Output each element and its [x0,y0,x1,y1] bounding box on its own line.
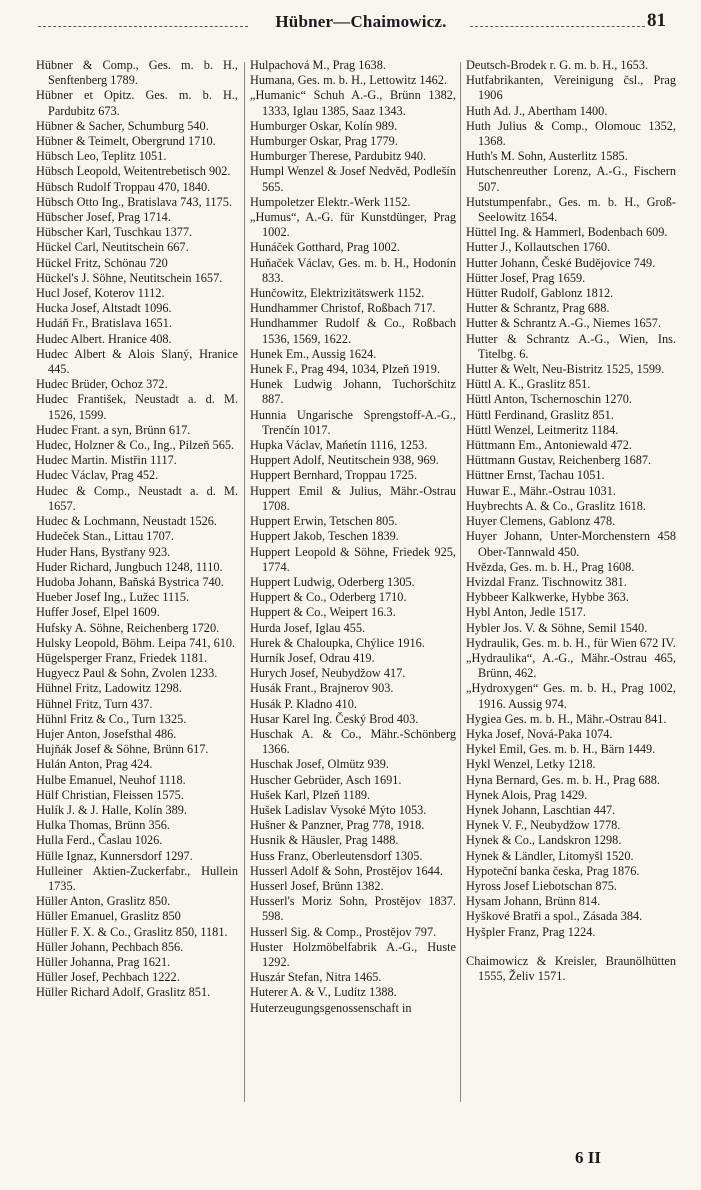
directory-entry: Husák Frant., Brajnerov 903. [250,681,394,696]
directory-entry: Huszár Stefan, Nitra 1465. [250,970,382,985]
directory-entry: Hvězda, Ges. m. b. H., Prag 1608. [466,559,635,574]
directory-entry: Hušek Ladislav Vysoké Mýto 1053. [250,802,427,817]
directory-entry: Hybbeer Kalkwerke, Hybbe 363. [466,590,629,605]
directory-entry: Hulka Thomas, Brünn 356. [36,818,171,833]
directory-entry: Hühnel Fritz, Turn 437. [36,696,153,711]
directory-entry: Hückel Carl, Neutitschein 667. [36,240,189,255]
directory-entry: Hvizdal Franz. Tischnowitz 381. [466,574,627,589]
directory-entry: Hušek Karl, Plzeň 1189. [250,787,371,802]
directory-entry: Hüller Josef, Pechbach 1222. [36,970,180,985]
directory-entry: Huterzeugungsgenossenschaft in [250,1000,412,1015]
directory-entry: Huwar E., Mähr.-Ostrau 1031. [466,483,616,498]
directory-entry: Hütter Rudolf, Gablonz 1812. [466,286,614,301]
directory-entry: Huppert Erwin, Tetschen 805. [250,514,398,529]
directory-entry: Hudec & Lochmann, Neustadt 1526. [36,514,217,529]
directory-entry: Hübner & Teimelt, Obergrund 1710. [36,134,216,149]
directory-entry: Hydraulik, Ges. m. b. H., für Wien 672 IV. [466,635,676,650]
directory-entry: Hucl Josef, Koterov 1112. [36,286,165,301]
directory-entry: Hutter & Welt, Neu-Bistritz 1525, 1599. [466,362,665,377]
directory-entry: Huyer Clemens, Gablonz 478. [466,514,616,529]
directory-entry: Hygiea Ges. m. b. H., Mähr.-Ostrau 841. [466,711,667,726]
directory-entry: Hulbe Emanuel, Neuhof 1118. [36,772,186,787]
directory-entry: Hynek Johann, Laschtian 447. [466,802,616,817]
directory-entry: Huppert & Co., Weipert 16.3. [250,605,396,620]
directory-entry: Husák P. Kladno 410. [250,696,357,711]
directory-entry: Hüttmann Em., Antoniewald 472. [466,438,632,453]
directory-entry: Husserl's Moriz Sohn, Prostějov 1837. 598. [250,894,456,924]
directory-column-1 [36,58,238,1138]
directory-entry: Hucka Josef, Altstadt 1096. [36,301,172,316]
directory-entry: Hulsky Leopold, Böhm. Leipa 741, 610. [36,635,236,650]
directory-entry: Huder Richard, Jungbuch 1248, 1110. [36,559,223,574]
directory-entry: Hüller Emanuel, Graslitz 850 [36,909,181,924]
directory-entry: Huňaček Václav, Ges. m. b. H., Hodonín 833. [250,255,456,285]
directory-column-3 [466,58,676,1138]
directory-entry: Hutter & Schrantz, Prag 688. [466,301,610,316]
directory-entry: Hübner et Opitz. Ges. m. b. H., Pardubitz 673. [36,88,238,118]
column-divider [460,62,461,1102]
directory-entry: Huppert Leopold & Söhne, Friedek 925, 1774. [250,544,456,574]
directory-entry: Hyross Josef Liebotschan 875. [466,878,617,893]
page-title: Hübner—Chaimowicz. [275,12,447,31]
directory-entry: Hutter Johann, České Budějovice 749. [466,255,656,270]
directory-entry: Hübner & Comp., Ges. m. b. H., Senftenberg 1789. [36,58,238,88]
directory-entry: Hüttner Ernst, Tachau 1051. [466,468,605,483]
directory-entry: Huybrechts A. & Co., Graslitz 1618. [466,498,646,513]
directory-entry: Hudec František, Neustadt a. d. M. 1526, 1599. [36,392,238,422]
directory-entry: Hunek F., Prag 494, 1034, Plzeň 1919. [250,362,440,377]
directory-entry: Husserl Sig. & Comp., Prostějov 797. [250,924,437,939]
directory-entry: Humpoletzer Elektr.-Werk 1152. [250,194,411,209]
directory-entry: Hülf Christian, Fleissen 1575. [36,787,184,802]
directory-entry: Huster Holzmöbelfabrik A.-G., Huste 1292. [250,939,456,969]
page-header [30,8,670,48]
directory-entry: Hunčowitz, Elektrizitätswerk 1152. [250,286,425,301]
directory-entry: Hudoba Johann, Baňská Bystrica 740. [36,574,224,589]
directory-entry: „Humus“, A.-G. für Kunstdünger, Prag 1002. [250,210,456,240]
directory-entry: Hüttmann Gustav, Reichenberg 1687. [466,453,652,468]
directory-entry: Hübscher Josef, Prag 1714. [36,210,171,225]
directory-entry: Hüttl A. K., Graslitz 851. [466,377,591,392]
directory-entry: Hutschenreuther Lorenz, A.-G., Fischern 507. [466,164,676,194]
directory-entry: Hudeček Stan., Littau 1707. [36,529,174,544]
directory-entry: Hundhammer Christof, Roßbach 717. [250,301,436,316]
directory-entry: Huppert Adolf, Neutitschein 938, 969. [250,453,439,468]
directory-entry: Hückel's J. Söhne, Neutitschein 1657. [36,270,223,285]
directory-entry: Hykl Wenzel, Letky 1218. [466,757,596,772]
directory-entry: Humburger Therese, Pardubitz 940. [250,149,427,164]
directory-entry: Hübscher Karl, Tuschkau 1377. [36,225,193,240]
directory-entry [466,940,676,954]
directory-entry: Huppert Emil & Julius, Mähr.-Ostrau 1708. [250,483,456,513]
directory-entry: Hübsch Otto Ing., Bratislava 743, 1175. [36,194,232,209]
directory-entry: Hutter & Schrantz A.-G., Wien, Ins. Titelbg. 6. [466,331,676,361]
directory-entry: Hulán Anton, Prag 424. [36,757,153,772]
directory-entry: Hudec, Holzner & Co., Ing., Pilzeň 565. [36,438,235,453]
directory-entry: Hudec & Comp., Neustadt a. d. M. 1657. [36,483,238,513]
directory-entry: Hyka Josef, Nová-Paka 1074. [466,726,613,741]
directory-entry: Hübsch Rudolf Troppau 470, 1840. [36,179,211,194]
directory-entry: Huschak A. & Co., Mähr.-Schönberg 1366. [250,726,456,757]
directory-entry: Hueber Josef Ing., Lužec 1115. [36,590,190,605]
header-rule-left [38,26,248,27]
directory-entry: Hübsch Leopold, Weitentrebetisch 902. [36,164,231,179]
directory-entry: Hykel Emil, Ges. m. b. H., Bärn 1449. [466,742,656,757]
directory-entry: Hynek & Co., Landskron 1298. [466,833,622,848]
directory-entry: Huffer Josef, Elpel 1609. [36,605,160,620]
directory-entry: Chaimowicz & Kreisler, Braunölhütten 1555, Želiv 1571. [466,953,676,983]
directory-entry: Husserl Adolf & Sohn, Prostějov 1644. [250,863,443,878]
directory-entry: Hupka Václav, Mańetín 1116, 1253. [250,438,428,453]
directory-entry: Humburger Oskar, Prag 1779. [250,134,398,149]
directory-column-2 [250,58,456,1138]
directory-entry: Hutstumpenfabr., Ges. m. b. H., Groß-Seelowitz 1654. [466,194,676,225]
directory-entry: Husserl Josef, Brünn 1382. [250,878,384,893]
directory-entry: Humburger Oskar, Kolín 989. [250,118,398,133]
directory-entry: Hufsky A. Söhne, Reichenberg 1720. [36,620,220,635]
directory-entry: Hurník Josef, Odrau 419. [250,650,375,665]
directory-entry: Hutter & Schrantz A.-G., Niemes 1657. [466,316,662,331]
directory-entry: Hübsch Leo, Teplitz 1051. [36,149,167,164]
directory-entry: Hüttl Anton, Tschernoschin 1270. [466,392,632,407]
directory-entry: Hyškové Bratři a spol., Zásada 384. [466,909,643,924]
directory-entry: Hütter Josef, Prag 1659. [466,270,586,285]
directory-entry: Hühnl Fritz & Co., Turn 1325. [36,711,187,726]
directory-entry: Huppert Bernhard, Troppau 1725. [250,468,418,483]
directory-entry: Hudec Albert & Alois Slaný, Hranice 445. [36,346,238,377]
directory-entry: Hulík J. & J. Halle, Kolín 389. [36,802,187,817]
directory-entry: „Humanic“ Schuh A.-G., Brünn 1382, 1333, Iglau 1385, Saaz 1343. [250,88,456,118]
directory-entry: Hutter J., Kollautschen 1760. [466,240,611,255]
directory-entry: Hülle Ignaz, Kunnersdorf 1297. [36,848,193,863]
printer-signature: 6 II [575,1148,601,1167]
directory-entry: Hypoteční banka česka, Prag 1876. [466,863,640,878]
directory-entry: Humana, Ges. m. b. H., Lettowitz 1462. [250,73,448,88]
directory-entry: Hynek & Ländler, Litomyšl 1520. [466,848,634,863]
directory-entry: Hulleiner Aktien-Zuckerfabr., Hullein 1735. [36,863,238,893]
directory-entry: Huscher Gebrüder, Asch 1691. [250,772,402,787]
directory-entry: Hudáň Fr., Bratislava 1651. [36,316,172,331]
directory-entry: Huth's M. Sohn, Austerlitz 1585. [466,149,628,164]
directory-entry: Huth Ad. J., Abertham 1400. [466,103,608,118]
directory-entry: Hysam Johann, Brünn 814. [466,894,601,909]
directory-entry: Hybl Anton, Jedle 1517. [466,605,586,620]
directory-entry: Hybler Jos. V. & Söhne, Semil 1540. [466,620,648,635]
directory-entry: Hudec Albert. Hranice 408. [36,331,172,346]
directory-entry: Hyšpler Franz, Prag 1224. [466,924,596,939]
directory-entry: Hušner & Panzner, Prag 778, 1918. [250,818,425,833]
directory-entry: Hurda Josef, Iglau 455. [250,620,366,635]
directory-entry: Hudec Brüder, Ochoz 372. [36,377,168,392]
directory-entry: Hyna Bernard, Ges. m. b. H., Prag 688. [466,772,660,787]
directory-entry: Hühnel Fritz, Ladowitz 1298. [36,681,182,696]
directory-entry: „Hydraulika“, A.-G., Mähr.-Ostrau 465, Brünn, 462. [466,650,676,681]
directory-entry: Hulla Ferd., Časlau 1026. [36,833,163,848]
directory-entry: Hurek & Chaloupka, Chýlice 1916. [250,635,425,650]
directory-entry: Huschak Josef, Olmütz 939. [250,757,390,772]
directory-entry: Deutsch-Brodek r. G. m. b. H., 1653. [466,58,649,72]
directory-entry: Hynek V. F., Neubydžow 1778. [466,818,621,833]
directory-entry: Huppert Jakob, Teschen 1839. [250,529,399,544]
directory-entry: Hunnia Ungarische Sprengstoff-A.-G., Trenčín 1017. [250,407,456,437]
directory-entry: Huder Hans, Bystřany 923. [36,544,171,559]
directory-entry: Hudec Martin. Mistřin 1117. [36,453,177,468]
directory-entry: Hunek Ludwig Johann, Tuchoršchitz 887. [250,377,456,407]
column-divider [244,62,245,1102]
directory-entry: Hutfabrikanten, Vereinigung čsl., Prag 1906 [466,73,676,103]
directory-entry: Hügelsperger Franz, Friedek 1181. [36,650,208,665]
directory-entry: „Hydroxygen“ Ges. m. b. H., Prag 1002, 1916. Aussig 974. [466,681,676,711]
directory-entry: Huppert & Co., Oderberg 1710. [250,590,407,605]
directory-entry: Hüller Anton, Graslitz 850. [36,894,171,909]
directory-entry: Husnik & Häusler, Prag 1488. [250,833,399,848]
directory-entry: Hüller F. X. & Co., Graslitz 850, 1181. [36,924,228,939]
directory-entry: Hüttel Ing. & Hammerl, Bodenbach 609. [466,225,668,240]
directory-entry: Huyer Johann, Unter-Morchenstern 458 Ober-Tannwald 450. [466,529,676,559]
directory-entry: Hunáček Gotthard, Prag 1002. [250,240,400,255]
directory-entry: Hudec Frant. a syn, Brünn 617. [36,422,191,437]
directory-entry: Hulpachová M., Prag 1638. [250,58,386,72]
directory-entry: Hurych Josef, Neubydžow 417. [250,666,406,681]
directory-entry: Hüttl Ferdinand, Graslitz 851. [466,407,614,422]
directory-entry: Hudec Václav, Prag 452. [36,468,159,483]
directory-entry: Hujňák Josef & Söhne, Brünn 617. [36,742,209,757]
header-rule-right [470,26,645,27]
directory-entry: Hübner & Sacher, Schumburg 540. [36,118,209,133]
directory-entry: Hundhammer Rudolf & Co., Roßbach 1536, 1569, 1622. [250,316,456,346]
directory-entry: Hugyecz Paul & Sohn, Zvolen 1233. [36,666,218,681]
page-number: 81 [647,10,666,31]
directory-entry: Hynek Alois, Prag 1429. [466,787,588,802]
directory-entry: Huterer A. & V., Ludítz 1388. [250,985,397,1000]
directory-entry: Huth Julius & Comp., Olomouc 1352, 1368. [466,118,676,149]
directory-entry: Hüller Johann, Pechbach 856. [36,939,184,954]
directory-entry: Huss Franz, Oberleutensdorf 1305. [250,848,423,863]
directory-entry: Hujer Anton, Josefsthal 486. [36,726,177,741]
directory-entry: Hückel Fritz, Schönau 720 [36,255,168,270]
directory-entry: Hunek Em., Aussig 1624. [250,346,377,361]
directory-entry: Hüller Richard Adolf, Graslitz 851. [36,985,211,1000]
directory-entry: Humpl Wenzel & Josef Nedvěd, Podlešín 565. [250,164,456,194]
directory-entry: Huppert Ludwig, Oderberg 1305. [250,574,415,589]
directory-entry: Hüller Johanna, Prag 1621. [36,954,171,969]
directory-entry: Hüttl Wenzel, Leitmeritz 1184. [466,422,619,437]
directory-entry: Husar Karel Ing. Český Brod 403. [250,711,419,726]
